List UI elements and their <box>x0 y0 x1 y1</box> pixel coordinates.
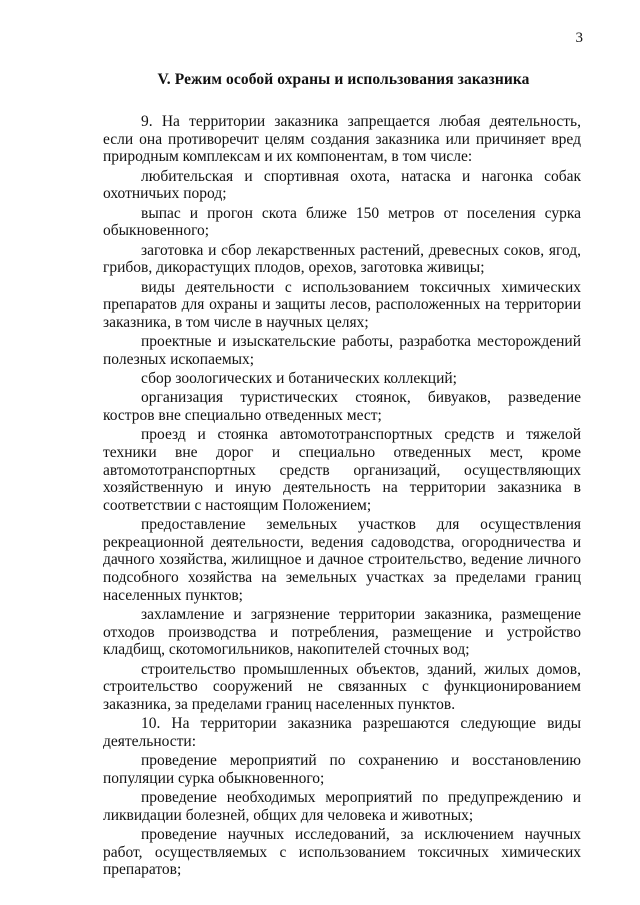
list-item-pollution: захламление и загрязнение территории заказника, размещение отходов производства и потребления, размещение и устройство кладбищ, скотомогильников, накопителей сточных вод; <box>103 606 581 659</box>
list-item-disease-prevention: проведение необходимых мероприятий по предупреждению и ликвидации болезней, общих для человека и животных; <box>103 789 581 824</box>
list-item-grazing: выпас и прогон скота ближе 150 метров от поселения сурка обыкновенного; <box>103 204 581 240</box>
list-item-vehicles: проезд и стоянка автомототранспортных средств и тяжелой техники вне дорог и специально отведенных мест, кроме автомототранспортных средств организаций, осуществляющих хозяйственную и иную деятельность на территории заказника в соответствии с настоящим Положением; <box>103 426 581 514</box>
list-item-scientific-research: проведение научных исследований, за исключением научных работ, осуществляемых с использованием токсичных химических препаратов; <box>103 826 581 879</box>
list-item-construction: строительство промышленных объектов, зданий, жилых домов, строительство сооружений не связанных с функционированием заказника, за пределами границ населенных пунктов. <box>103 660 581 713</box>
list-item-marmot-conservation: проведение мероприятий по сохранению и восстановлению популяции сурка обыкновенного; <box>103 752 581 787</box>
list-item-exploration: проектные и изыскательские работы, разработка месторождений полезных ископаемых; <box>103 333 581 368</box>
paragraph-9-intro: 9. На территории заказника запрещается любая деятельность, если она противоречит целям создания заказника или причиняет вред природным комплексам и их компонентам, в том числе: <box>103 113 581 166</box>
list-item-camping: организация туристических стоянок, бивуаков, разведение костров вне специально отведенных мест; <box>103 389 581 425</box>
paragraph-10-intro: 10. На территории заказника разрешаются следующие виды деятельности: <box>103 715 581 750</box>
document-body <box>103 113 581 879</box>
list-item-land-plots: предоставление земельных участков для осуществления рекреационной деятельности, ведения садоводства, огородничества и дачного хозяйства, жилищное и дачное строительство, ведение личного подсобного хозяйства на земельных участках за пределами границ населенных пунктов; <box>103 516 581 604</box>
list-item-toxic-chemicals: виды деятельности с использованием токсичных химических препаратов для охраны и защиты лесов, расположенных на территории заказника, в том числе в научных целях; <box>103 278 581 331</box>
list-item-harvesting: заготовка и сбор лекарственных растений, древесных соков, ягод, грибов, дикорастущих плодов, орехов, заготовка живицы; <box>103 241 581 277</box>
list-item-collections: сбор зоологических и ботанических коллекций; <box>141 370 457 388</box>
page-number: 3 <box>575 30 583 46</box>
list-item-hunting: любительская и спортивная охота, натаска и нагонка собак охотничьих пород; <box>103 167 581 203</box>
section-title: V. Режим особой охраны и использования заказника <box>157 71 530 88</box>
